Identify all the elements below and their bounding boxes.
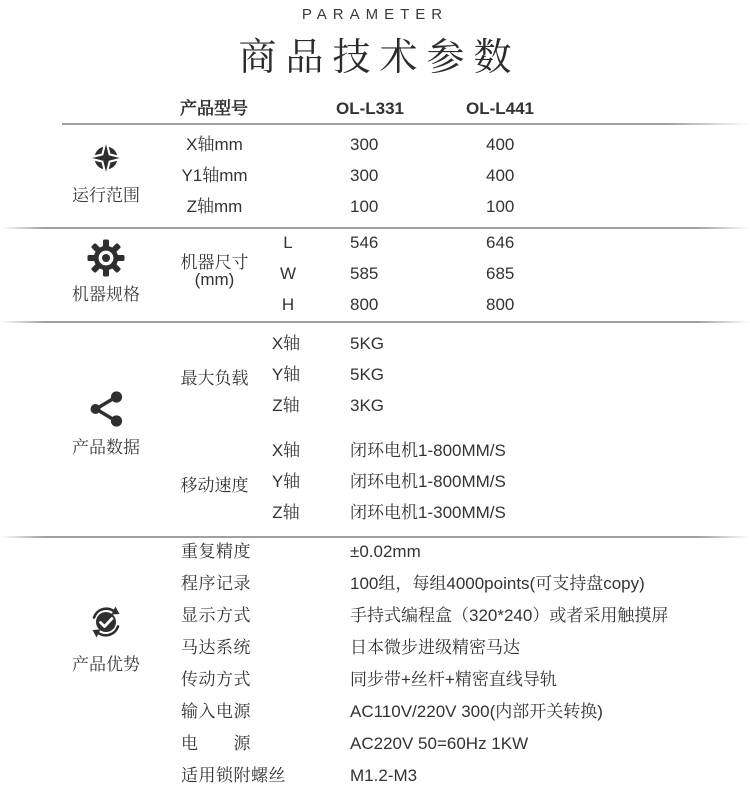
spec-row (0, 191, 750, 222)
row-label: Z轴 (272, 396, 300, 415)
row-value: 3KG (350, 396, 385, 415)
section-label: 产品数据 (72, 438, 140, 457)
row-label: 重复精度 (181, 542, 251, 561)
model-column-2: OL-L441 (465, 99, 535, 118)
row-label: H (281, 295, 295, 314)
spec-row (0, 359, 750, 390)
row-value-2: 800 (486, 295, 515, 314)
spec-row (0, 129, 750, 160)
row-label: Y1轴mm (181, 166, 248, 185)
row-label: 适用锁附螺丝 (181, 766, 286, 785)
spec-row (0, 227, 750, 258)
spec-row (0, 435, 750, 466)
row-label: Z轴 (272, 503, 300, 522)
group-label: 最大负载 (180, 369, 249, 388)
row-label: W (279, 264, 297, 283)
spec-row (0, 664, 750, 696)
row-value: 闭环电机1-300MM/S (350, 503, 506, 522)
section-label: 机器规格 (72, 285, 140, 304)
row-value: 闭环电机1-800MM/S (350, 472, 506, 491)
row-value: 100组，每组4000points(可支持盘copy) (350, 574, 645, 593)
spec-row (0, 600, 750, 632)
spec-row (0, 696, 750, 728)
row-value: 闭环电机1-800MM/S (350, 441, 506, 460)
table-header-row (0, 94, 750, 124)
row-value: AC220V 50=60Hz 1KW (350, 734, 529, 753)
model-column-1: OL-L331 (335, 99, 405, 118)
row-value: ±0.02mm (350, 542, 421, 561)
row-label: 显示方式 (181, 606, 251, 625)
row-value: M1.2-M3 (350, 766, 418, 785)
spec-row (0, 466, 750, 497)
row-label: 传动方式 (181, 670, 251, 689)
row-label: 电 源 (181, 734, 251, 753)
row-value-2: 400 (486, 166, 515, 185)
spec-row (0, 258, 750, 289)
spec-row (0, 728, 750, 760)
row-label: X轴mm (186, 135, 243, 154)
row-label: X轴 (271, 334, 301, 353)
row-value-2: 100 (486, 197, 515, 216)
row-value-2: 646 (486, 233, 515, 252)
spec-row (0, 568, 750, 600)
row-value-2: 400 (486, 135, 515, 154)
row-value-2: 685 (486, 264, 515, 283)
row-label: 输入电源 (181, 702, 251, 721)
group-label: 机器尺寸 (180, 253, 249, 272)
eyebrow-text: PARAMETER (301, 6, 449, 23)
row-value-1: 300 (350, 135, 379, 154)
row-label: 马达系统 (181, 638, 251, 657)
row-value: 日本微步进级精密马达 (350, 638, 520, 657)
spec-row (0, 760, 750, 792)
group-label: 移动速度 (180, 476, 249, 495)
divider (62, 123, 750, 125)
spec-row (0, 160, 750, 191)
row-value: 手持式编程盒（320*240）或者采用触摸屏 (350, 606, 669, 625)
row-label: 程序记录 (181, 574, 251, 593)
row-value: 5KG (350, 334, 385, 353)
section-label: 产品优势 (72, 655, 140, 674)
spec-row (0, 328, 750, 359)
row-value-1: 100 (350, 197, 379, 216)
column-header-label: 产品型号 (180, 99, 248, 118)
row-label: Z轴mm (186, 197, 243, 216)
row-value-1: 546 (350, 233, 379, 252)
spec-row (0, 390, 750, 421)
divider (0, 321, 750, 323)
row-value: AC110V/220V 300(内部开关转换) (350, 702, 603, 721)
row-value-1: 300 (350, 166, 379, 185)
row-value: 5KG (350, 365, 385, 384)
spec-row (0, 536, 750, 568)
row-label: L (283, 233, 293, 252)
spec-row (0, 632, 750, 664)
section-label: 运行范围 (72, 186, 140, 205)
row-label: X轴 (271, 441, 301, 460)
group-unit-label: (mm) (194, 270, 235, 289)
page-title: 商品技术参数 (238, 37, 521, 79)
row-label: Y轴 (271, 365, 301, 384)
row-value: 同步带+丝杆+精密直线导轨 (350, 670, 557, 689)
row-value-1: 800 (350, 295, 379, 314)
row-value-1: 585 (350, 264, 379, 283)
spec-row (0, 497, 750, 528)
row-label: Y轴 (271, 472, 301, 491)
spec-row (0, 289, 750, 320)
